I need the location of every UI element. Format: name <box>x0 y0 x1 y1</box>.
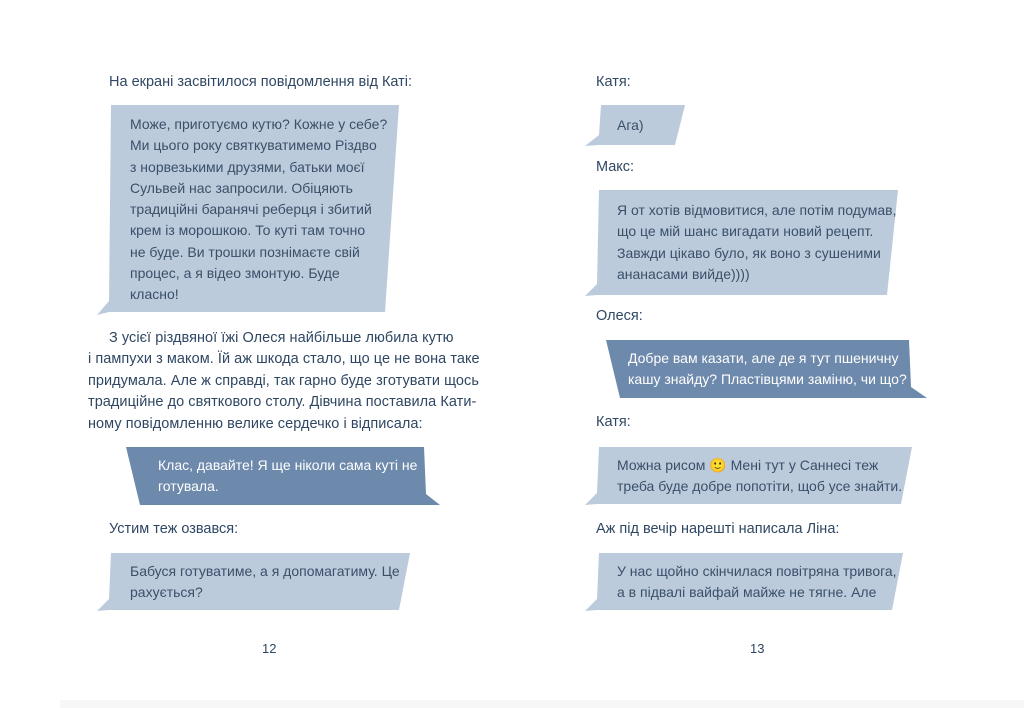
olesya-label: Олеся: <box>596 308 643 324</box>
narrative-paragraph: З усієї різдвяної їжі Олеся найбільше любила кутю і пампухи з маком. Їй аж шкода стало, що це не вона таке придумала. Але ж справді, так гарно буде зготувати щось традиційне до святкового столу. Дівчина поставила Кати- ному повідомленню велике сердечко і відписала: <box>88 330 480 432</box>
katya-intro: На екрані засвітилося повідомлення від Каті: <box>109 74 413 90</box>
olesya-message-bubble <box>126 447 440 505</box>
maks-message-text: Я от хотів відмовитися, але потім подумав, що це мій шанс вигадати новий рецепт. Завжди цікаво було, як воно з сушеними ананасами вийде)))) <box>617 202 897 282</box>
olesya-reply-bubble <box>606 340 927 398</box>
bottom-edge <box>60 700 1024 708</box>
ustym-intro: Устим теж озвався: <box>109 521 239 537</box>
katya-message-bubble <box>97 105 399 315</box>
katya-reply-bubble-2 <box>585 447 912 505</box>
katya-label: Катя: <box>596 74 631 90</box>
page-number-left: 12 <box>262 641 277 656</box>
katya-message-text: Може, приготуємо кутю? Кожне у себе? Ми цього року святкуватимемо Різдво з норвезькими друзями, батьки моєї Сульвей нас запросили. Обіцяють традиційні баранячі реберця і збитий крем із морошкою. То куті там точно не буде. Ви трошки познімаєте свій процес, а я відео змонтую. Буде класно! <box>130 116 388 303</box>
katya-reply-text: Ага) <box>617 117 644 133</box>
page-number-right: 13 <box>750 641 765 656</box>
ustym-message-bubble <box>97 553 411 611</box>
ustym-message-text: Бабуся готуватиме, а я допомагатиму. Це рахується? <box>130 563 400 601</box>
lina-message-bubble <box>585 553 903 611</box>
olesya-message-text: Клас, давайте! Я ще ніколи сама куті не готувала. <box>158 457 418 495</box>
olesya-reply-text: Добре вам казати, але де я тут пшеничну кашу знайду? Пластівцями заміню, чи що? <box>628 350 907 388</box>
katya-reply-text-2: Можна рисом 🙂 Мені тут у Саннесі теж треба буде добре попотіти, щоб усе знайти. <box>617 457 903 495</box>
lina-message-text: У нас щойно скінчилася повітряна тривога, а в підвалі вайфай майже не тягне. Але <box>617 563 897 601</box>
katya-reply-bubble <box>585 105 685 146</box>
katya-label-2: Катя: <box>596 414 631 430</box>
right-page <box>512 0 1024 708</box>
maks-message-bubble <box>585 190 898 296</box>
lina-intro: Аж під вечір нарешті написала Ліна: <box>596 521 840 537</box>
maks-label: Макс: <box>596 159 635 175</box>
